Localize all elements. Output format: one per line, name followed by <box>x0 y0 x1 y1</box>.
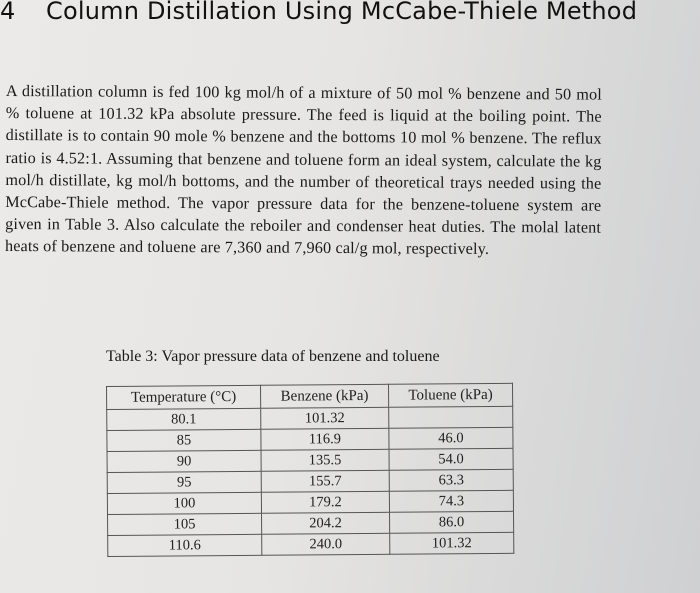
table-row <box>107 427 513 451</box>
table-header-row <box>107 383 513 409</box>
table-row <box>108 511 514 535</box>
cell-temperature: 105 <box>108 513 262 535</box>
cell-temperature: 110.6 <box>108 534 262 556</box>
cell-temperature: 85 <box>107 429 261 451</box>
header-temperature: Temperature (°C) <box>107 385 261 409</box>
cell-benzene: 155.7 <box>261 470 389 492</box>
vapor-pressure-table <box>106 383 514 557</box>
table-row <box>107 448 513 472</box>
header-toluene: Toluene (kPa) <box>388 383 512 407</box>
cell-toluene: 63.3 <box>389 469 513 491</box>
cell-temperature: 100 <box>107 492 261 514</box>
section-title: Column Distillation Using McCabe-Thiele Method <box>46 0 638 25</box>
cell-toluene: 86.0 <box>390 511 514 533</box>
cell-temperature: 95 <box>107 471 261 493</box>
section-number: 4 <box>0 0 16 25</box>
cell-toluene: 54.0 <box>389 448 513 470</box>
cell-benzene: 179.2 <box>261 491 389 513</box>
cell-benzene: 116.9 <box>261 428 389 450</box>
problem-statement: A distillation column is fed 100 kg mol/h of a mixture of 50 mol % benzene and 50 mol % toluene at 101.32 kPa absolute pressure. The feed is liquid at the boiling point. The distillate is to contain 90 mole % benzene and the bottoms 10 mol % benzene. The reflux ratio is 4.52:1. Assuming that benzene and toluene form an ideal system, calculate the kg mol/h distillate, kg mol/h bottoms, and the number of theoretical trays needed using the McCabe-Thiele method. The vapor pressure data for the benzene-toluene system are given in Table 3. Also calculate the reboiler and condenser heat duties. The molal latent heats of benzene and toluene are 7,360 and 7,960 cal/g mol, respectively. <box>4 81 602 259</box>
table-row <box>108 532 514 556</box>
section-heading <box>0 0 646 28</box>
cell-toluene: 46.0 <box>389 427 513 449</box>
cell-benzene: 101.32 <box>261 407 389 429</box>
cell-temperature: 90 <box>107 450 261 472</box>
cell-benzene: 240.0 <box>262 533 390 555</box>
table-caption: Table 3: Vapor pressure data of benzene and toluene <box>106 348 440 365</box>
cell-toluene <box>389 406 513 428</box>
cell-benzene: 204.2 <box>262 512 390 534</box>
cell-benzene: 135.5 <box>261 449 389 471</box>
header-benzene: Benzene (kPa) <box>260 384 388 408</box>
table-row <box>107 469 513 493</box>
cell-toluene: 101.32 <box>390 532 514 554</box>
table-row <box>107 490 513 514</box>
cell-temperature: 80.1 <box>107 408 261 430</box>
cell-toluene: 74.3 <box>389 490 513 512</box>
